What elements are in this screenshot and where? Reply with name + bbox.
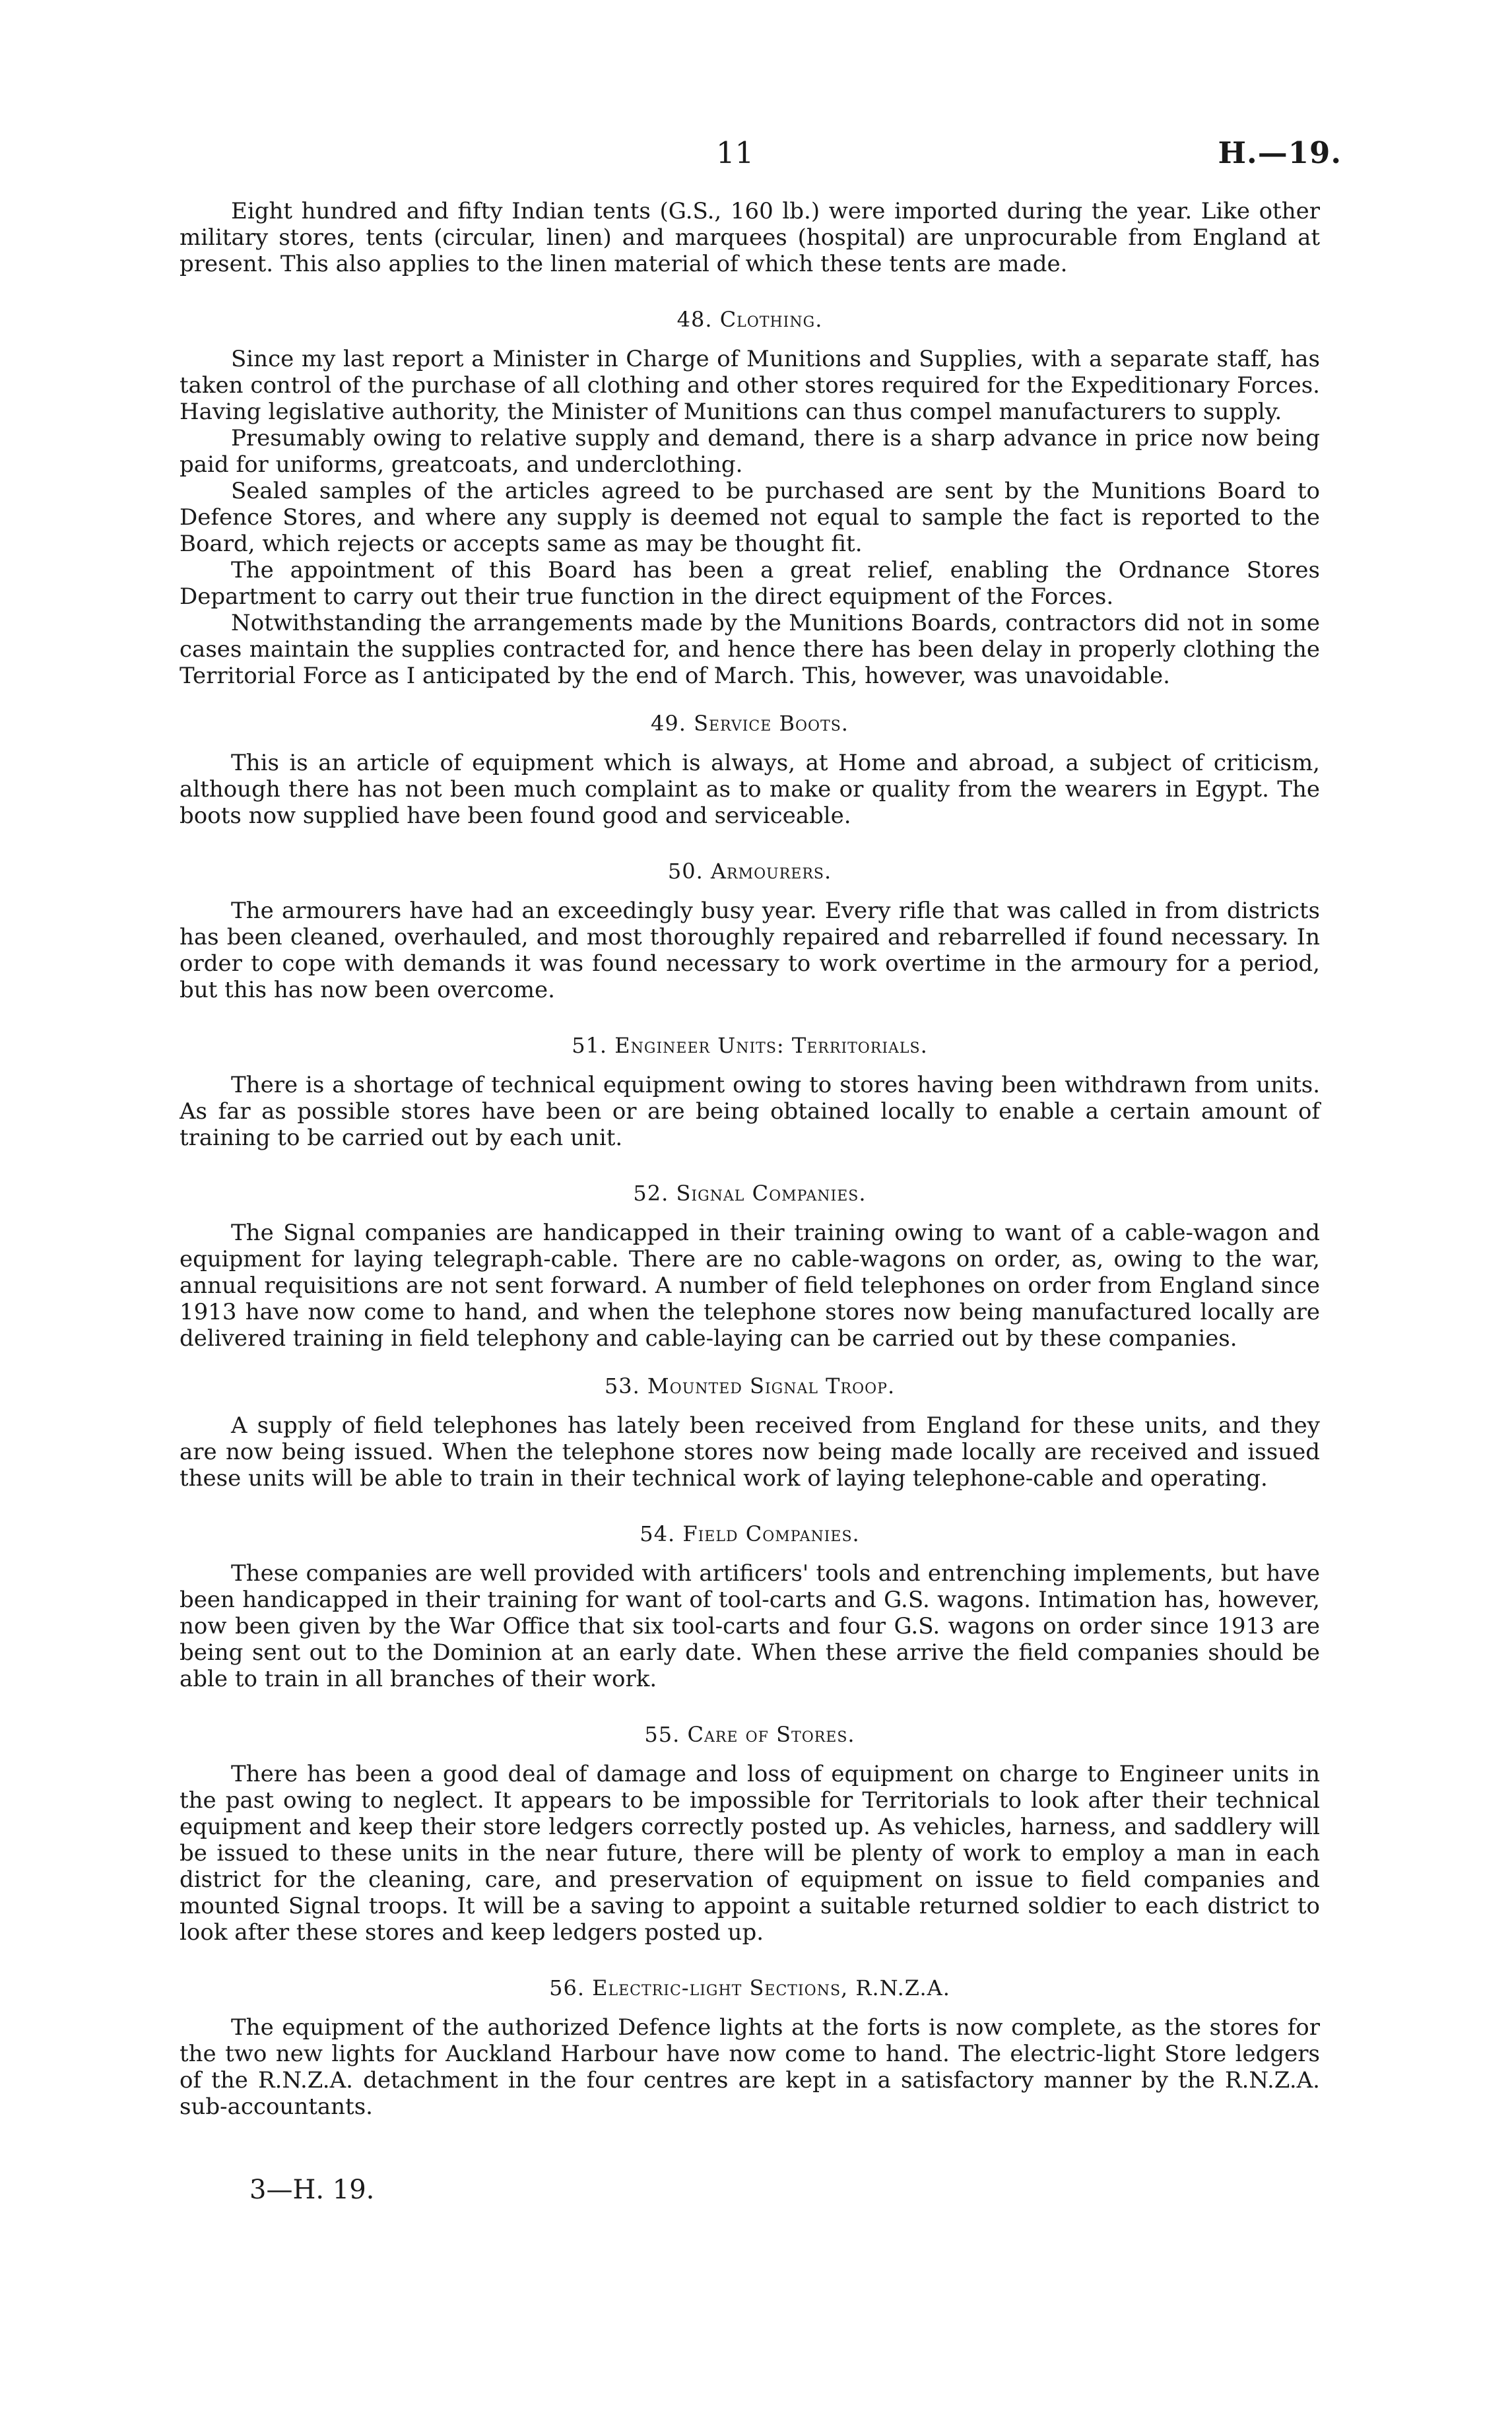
section-heading: 55. Care of Stores.: [644, 1722, 855, 1747]
section-engineer-units: [180, 1032, 1320, 1151]
paragraph: A supply of field telephones has lately been received from England for these units, and they are now being issued. When the telephone stores now being made locally are received and issued these units will be able to train in their technical work of laying telephone-cable and operating.: [180, 1412, 1320, 1492]
section-heading: 51. Engineer Units: Territorials.: [572, 1033, 928, 1058]
document-body: [180, 198, 1320, 2120]
paragraph: Since my last report a Minister in Charge of Munitions and Supplies, with a separate staff, has taken control of the purchase of all clothing and other stores required for the Expeditionary Forces. Having legislative authority, the Minister of Munitions can thus compel manufacturers to supply.: [180, 346, 1320, 425]
section-heading: 56. Electric-light Sections, R.N.Z.A.: [549, 1975, 950, 2000]
page-number: 11: [716, 135, 754, 170]
signature-code: 3—H. 19.: [249, 2175, 375, 2205]
section-heading: 53. Mounted Signal Troop.: [604, 1373, 896, 1399]
section-mounted-signal-troop: [180, 1373, 1320, 1492]
section-clothing: [180, 306, 1320, 689]
paragraph: This is an article of equipment which is always, at Home and abroad, a subject of criticism, although there has not been much complaint as to make or quality from the wearers in Egypt. The boots now supplied have been found good and serviceable.: [180, 750, 1320, 829]
section-care-of-stores: [180, 1721, 1320, 1946]
page-header: [0, 135, 1512, 175]
section-heading: 50. Armourers.: [667, 859, 832, 884]
paragraph: These companies are well provided with artificers' tools and entrenching implements, but have been handicapped in their training for want of tool-carts and G.S. wagons. Intimation has, however, now been given by the War Office that six tool-carts and four G.S. wagons on order since 1913 are being sent out to the Dominion at an early date. When these arrive the field companies should be able to train in all branches of their work.: [180, 1560, 1320, 1692]
section-service-boots: [180, 710, 1320, 829]
paragraph: There has been a good deal of damage and loss of equipment on charge to Engineer units in the past owing to neglect. It appears to be impossible for Territorials to look after their technical equipment and keep their store ledgers correctly posted up. As vehicles, harness, and saddlery will be issued to these units in the near future, there will be plenty of work to employ a man in each district for the cleaning, care, and preservation of equipment on issue to field companies and mounted Signal troops. It will be a saving to appoint a suitable returned soldier to each district to look after these stores and keep ledgers posted up.: [180, 1761, 1320, 1946]
paragraph: Presumably owing to relative supply and demand, there is a sharp advance in price now being paid for uniforms, greatcoats, and underclothing.: [180, 425, 1320, 478]
paragraph: There is a shortage of technical equipment owing to stores having been withdrawn from units. As far as possible stores have been or are being obtained locally to enable a certain amount of training to be carried out by each unit.: [180, 1072, 1320, 1151]
section-electric-light-sections: [180, 1975, 1320, 2120]
section-heading: 49. Service Boots.: [651, 711, 849, 736]
paragraph: The Signal companies are handicapped in their training owing to want of a cable-wagon and equipment for laying telegraph-cable. There are no cable-wagons on order, as, owing to the war, annual requisitions are not sent forward. A number of field telephones on order from England since 1913 have now come to hand, and when the telephone stores now being manufactured locally are delivered training in field telephony and cable-laying can be carried out by these companies.: [180, 1220, 1320, 1352]
paragraph: Notwithstanding the arrangements made by the Munitions Boards, contractors did not in some cases maintain the supplies contracted for, and hence there has been delay in properly clothing the Territorial Force as I anticipated by the end of March. This, however, was unavoidable.: [180, 610, 1320, 689]
section-heading: 48. Clothing.: [676, 307, 823, 332]
paragraph: The armourers have had an exceedingly busy year. Every rifle that was called in from districts has been cleaned, overhauled, and most thoroughly repaired and rebarrelled if found necessary. In order to cope with demands it was found necessary to work overtime in the armoury for a period, but this has now been overcome.: [180, 898, 1320, 1003]
document-code: H.—19.: [1218, 135, 1342, 170]
section-armourers: [180, 858, 1320, 1003]
paragraph: The appointment of this Board has been a great relief, enabling the Ordnance Stores Department to carry out their true function in the direct equipment of the Forces.: [180, 557, 1320, 610]
section-field-companies: [180, 1521, 1320, 1692]
section-heading: 54. Field Companies.: [640, 1521, 860, 1546]
paragraph: Sealed samples of the articles agreed to be purchased are sent by the Munitions Board to Defence Stores, and where any supply is deemed not equal to sample the fact is reported to the Board, which rejects or accepts same as may be thought fit.: [180, 478, 1320, 557]
section-signal-companies: [180, 1180, 1320, 1352]
paragraph: The equipment of the authorized Defence lights at the forts is now complete, as the stores for the two new lights for Auckland Harbour have now come to hand. The electric-light Store ledgers of the R.N.Z.A. detachment in the four centres are kept in a satisfactory manner by the R.N.Z.A. sub-accountants.: [180, 2014, 1320, 2120]
section-heading: 52. Signal Companies.: [633, 1181, 867, 1206]
intro-paragraph: Eight hundred and fifty Indian tents (G.S., 160 lb.) were imported during the year. Like other military stores, tents (circular, linen) and marquees (hospital) are unprocurable from England at present. This also applies to the linen material of which these tents are made.: [180, 198, 1320, 277]
